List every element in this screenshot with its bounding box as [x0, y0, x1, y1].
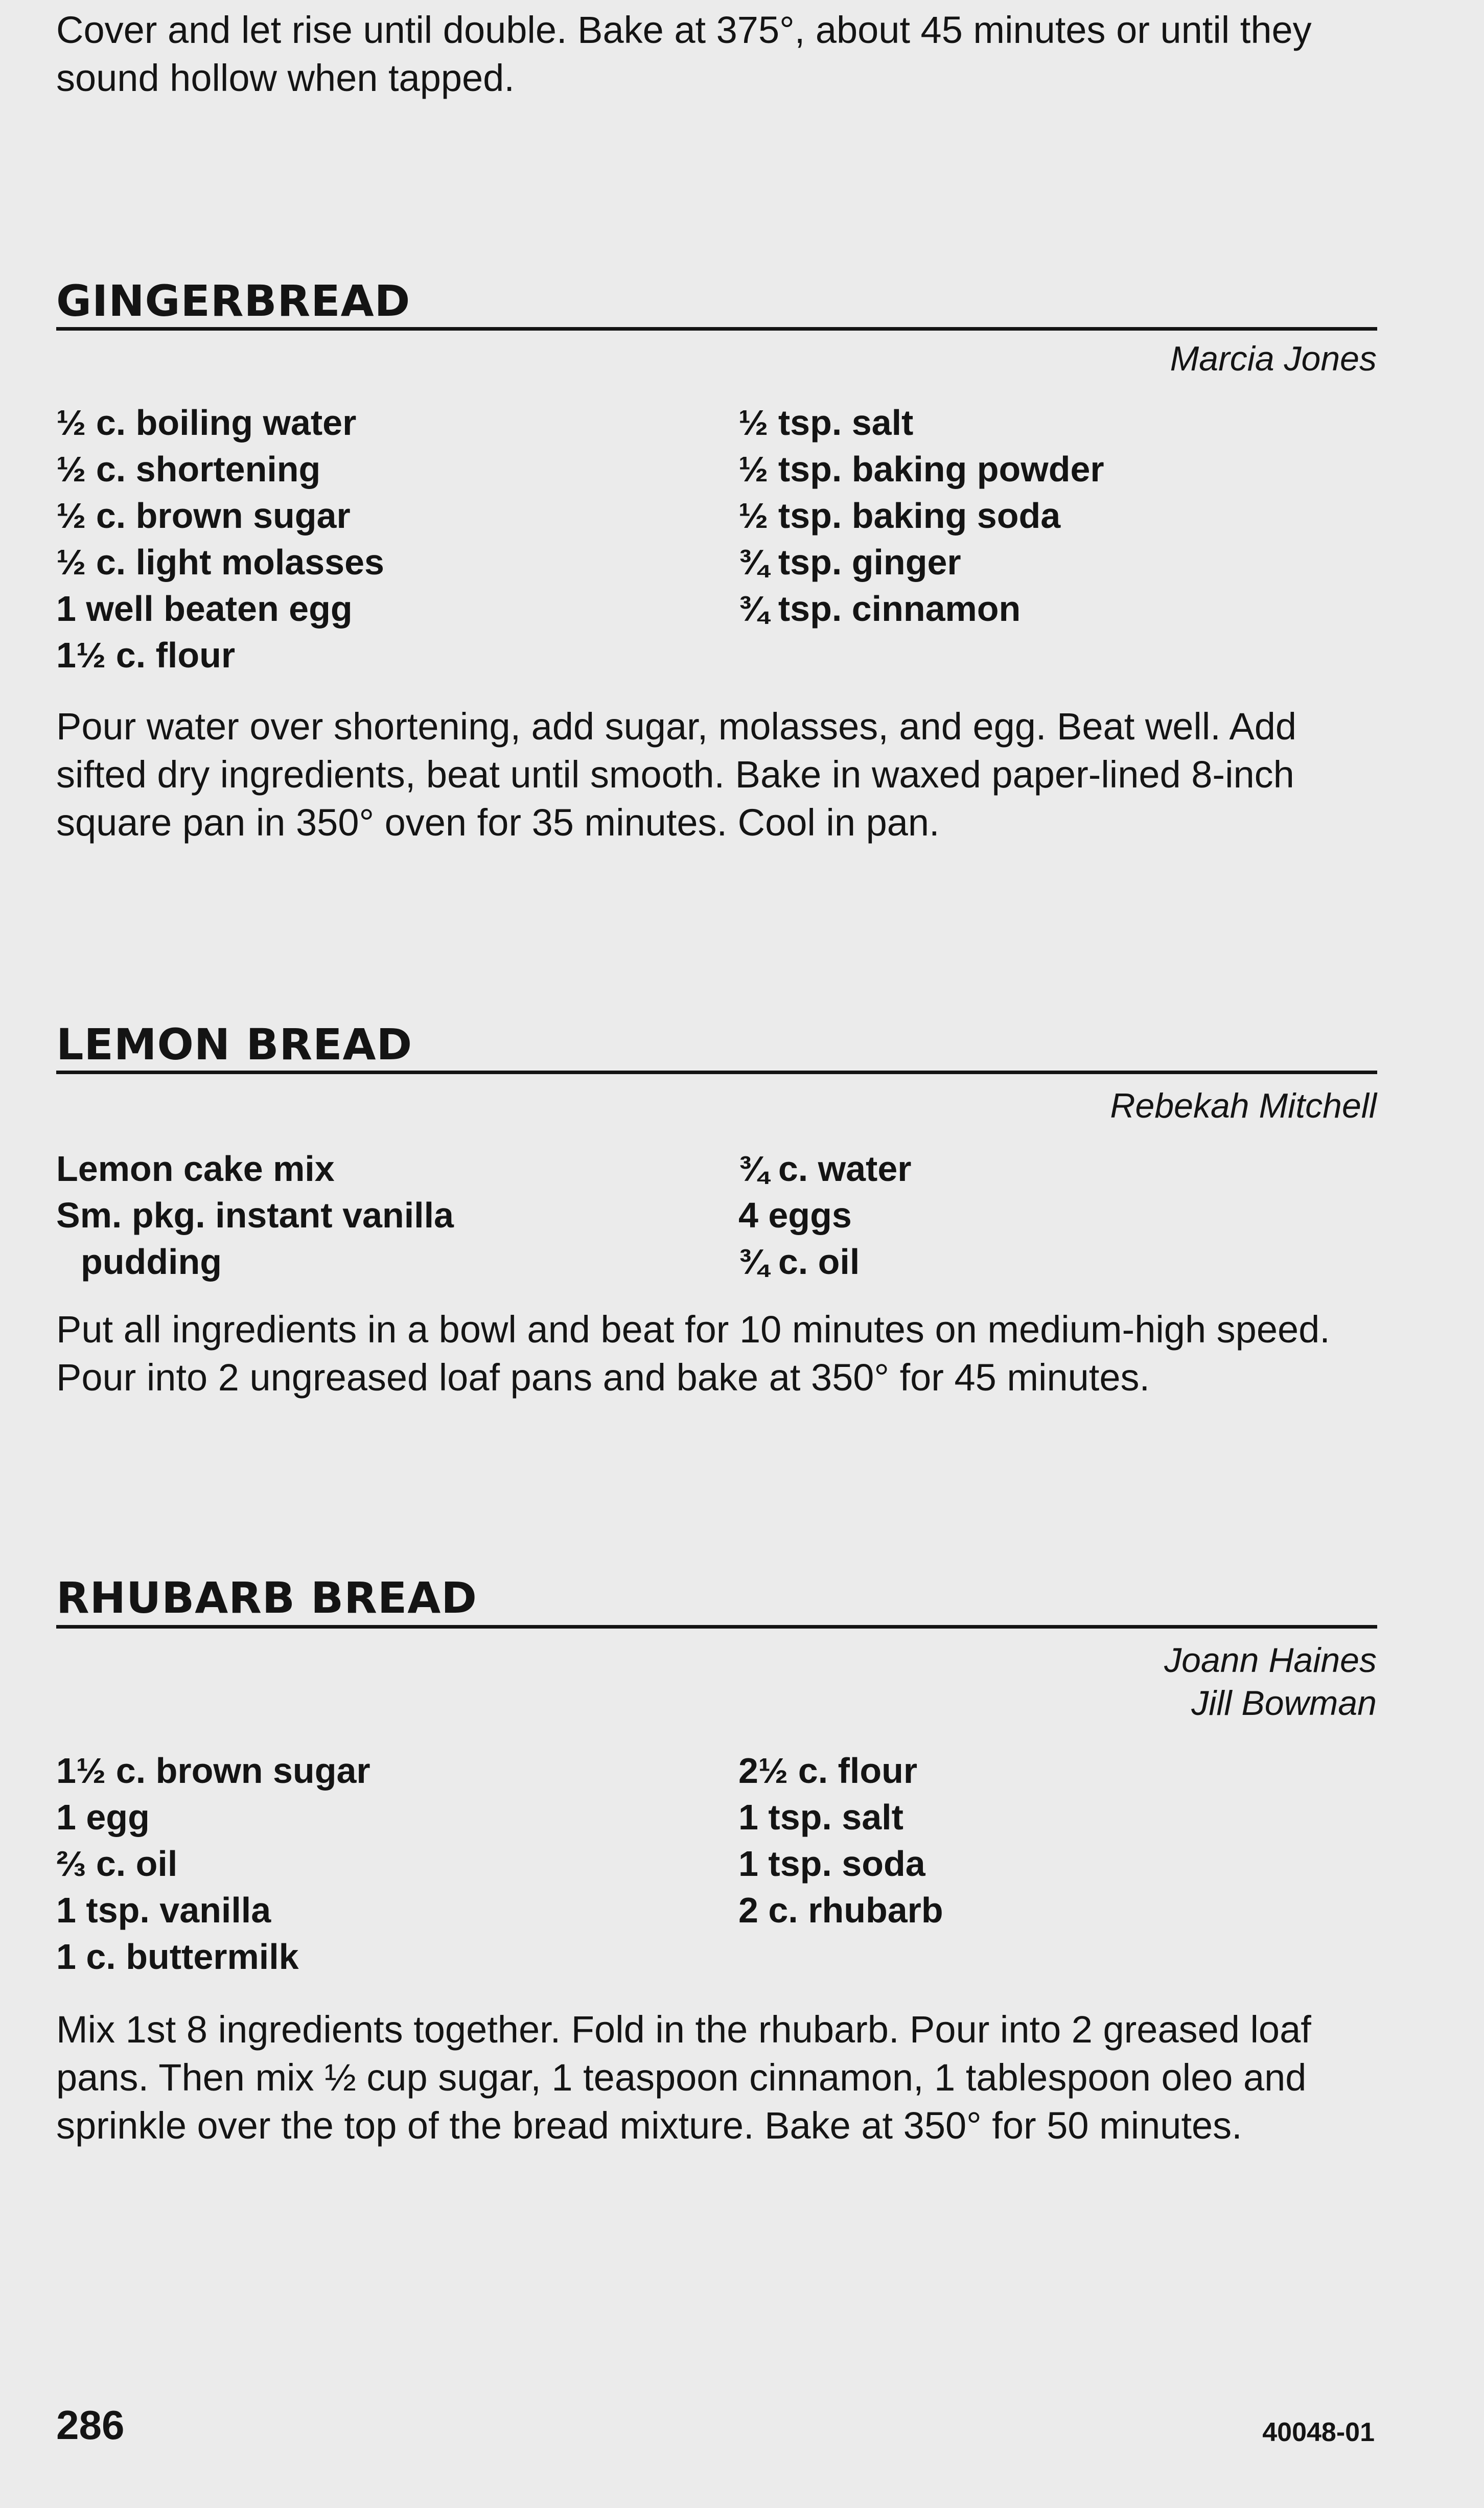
ingredients-left: [56, 1748, 370, 1980]
ingredient: ½ c. brown sugar: [56, 496, 351, 536]
intro-paragraph: Cover and let rise until double. Bake at 375°, about 45 minutes or until they sound hollow when tapped.: [56, 9, 1312, 99]
title-rule: [56, 327, 1377, 331]
recipe-title: RHUBARB BREAD: [56, 1573, 478, 1623]
ingredient: Sm. pkg. instant vanilla: [56, 1195, 454, 1235]
ingredient: ¾ c. water: [738, 1149, 912, 1189]
contributor: Jill Bowman: [1191, 1684, 1377, 1723]
recipe-title: LEMON BREAD: [56, 1019, 413, 1070]
contributor: Joann Haines: [1164, 1641, 1377, 1680]
ingredient: 2 c. rhubarb: [738, 1890, 943, 1930]
recipe-instructions: Mix 1st 8 ingredients together. Fold in the rhubarb. Pour into 2 greased loaf pans. Then mix ½ cup sugar, 1 teaspoon cinnamon, 1 tablespoon oleo and sprinkle over the top of the bread mixture. Bake at 350° for 50 minutes.: [56, 2008, 1311, 2147]
ingredient: pudding: [81, 1242, 222, 1282]
ingredient: ½ tsp. salt: [738, 403, 914, 443]
contributor-list: [1164, 1639, 1377, 1725]
ingredients-left: [56, 1146, 454, 1285]
ingredient: ¾ tsp. cinnamon: [738, 589, 1021, 629]
ingredient: ¾ c. oil: [738, 1242, 860, 1282]
recipe-instructions: Put all ingredients in a bowl and beat for 10 minutes on medium-high speed. Pour into 2 ungreased loaf pans and bake at 350° for 45 minutes.: [56, 1308, 1330, 1399]
ingredient: 1 c. buttermilk: [56, 1937, 299, 1977]
contributor: Marcia Jones: [1170, 339, 1377, 378]
ingredients-right: [738, 1146, 912, 1285]
ingredient: ¾ tsp. ginger: [738, 542, 961, 582]
ingredient: 2½ c. flour: [738, 1751, 918, 1791]
page-number: 286: [56, 2402, 125, 2448]
ingredient: 4 eggs: [738, 1195, 852, 1235]
ingredients-right: [738, 400, 1104, 632]
contributor-list: [1110, 1084, 1377, 1127]
ingredient: Lemon cake mix: [56, 1149, 335, 1189]
ingredient: ½ tsp. baking powder: [738, 449, 1104, 489]
ingredient: ½ c. light molasses: [56, 542, 384, 582]
publisher-code: 40048-01: [1262, 2418, 1375, 2447]
ingredients-left: [56, 400, 384, 679]
ingredient: ½ tsp. baking soda: [738, 496, 1061, 536]
ingredient: 1 well beaten egg: [56, 589, 353, 629]
ingredient: 1½ c. flour: [56, 635, 236, 675]
ingredient: 1½ c. brown sugar: [56, 1751, 370, 1791]
ingredients-right: [738, 1748, 943, 1934]
ingredient: 1 tsp. salt: [738, 1797, 903, 1837]
contributor-list: [1170, 337, 1377, 380]
ingredient: ½ c. shortening: [56, 449, 321, 489]
title-rule: [56, 1625, 1377, 1629]
ingredient: 1 egg: [56, 1797, 150, 1837]
title-rule: [56, 1071, 1377, 1074]
ingredient: 1 tsp. vanilla: [56, 1890, 271, 1930]
contributor: Rebekah Mitchell: [1110, 1086, 1377, 1125]
recipe-title: GINGERBREAD: [56, 276, 411, 326]
ingredient: 1 tsp. soda: [738, 1844, 925, 1884]
ingredient: ⅔ c. oil: [56, 1844, 178, 1884]
recipe-instructions: Pour water over shortening, add sugar, molasses, and egg. Beat well. Add sifted dry ingredients, beat until smooth. Bake in waxed paper-lined 8-inch square pan in 350° oven for 35 minutes. Cool in pan.: [56, 705, 1297, 844]
ingredient: ½ c. boiling water: [56, 403, 357, 443]
